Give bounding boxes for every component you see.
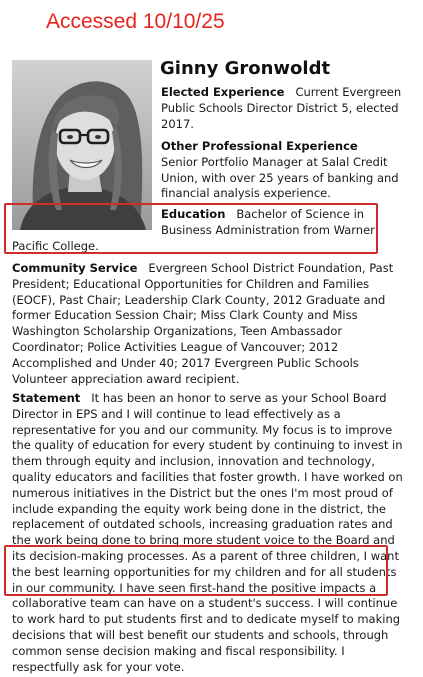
statement-line: collaborative team can have on a student's success. I will continue (12, 596, 398, 611)
statement-line: the work being done to bring more student voice to the Board and (12, 533, 395, 548)
education-text: Bachelor of Science in Business Administration from Warner (161, 207, 375, 237)
education-label: Education (161, 207, 226, 221)
statement-line: the quality of education for every student by continuing to invest in (12, 438, 403, 453)
statement-line: Statement It has been an honor to serve as your School Board (12, 391, 387, 405)
statement-highlight-box (4, 545, 388, 596)
statement-line: numerous initiatives in the District but the ones I'm most proud of (12, 485, 393, 500)
statement-line: replacement of outdated schools, increasing graduation rates and (12, 517, 393, 532)
statement-line: representative for you and our community. My focus is to improve (12, 422, 393, 437)
statement-line: to work hard to put students first and to dedicate myself to making (12, 612, 401, 627)
statement-line: the best learning opportunities for my children and for all students (12, 564, 397, 579)
other-experience-text: Senior Portfolio Manager at Salal Credit Union, with over 25 years of banking and financial analysis experience. (161, 154, 399, 201)
education-highlight-box (4, 203, 378, 254)
education-continuation: Pacific College. (12, 239, 99, 253)
statement-line: include expanding the equity work being done in the district, the (12, 501, 386, 516)
community-service-label: Community Service (12, 261, 138, 275)
accessed-date-annotation: Accessed 10/10/25 (46, 10, 225, 33)
statement-line: respectfully ask for your vote. (12, 659, 185, 674)
other-experience-label: Other Professional Experience (161, 139, 358, 153)
statement (12, 391, 414, 675)
other-professional-experience (161, 139, 411, 202)
statement-label: Statement (12, 391, 81, 405)
statement-line: them through equity and inclusion, innovation and technology, (12, 454, 375, 469)
statement-line: its decision-making processes. As a parent of three children, I want (12, 548, 399, 563)
statement-line: quality educators and facilities that foster growth. I have worked on (12, 469, 403, 484)
statement-line: Director in EPS and I will continue to lead effectively as a (12, 406, 341, 421)
community-service (12, 261, 414, 387)
statement-line: in our community. I have seen first-hand the positive impacts a (12, 580, 377, 595)
statement-line: common sense decision making and fiscal responsibility. I (12, 643, 345, 658)
elected-experience-text: Current Evergreen Public Schools Director District 5, elected 2017. (161, 85, 402, 131)
elected-experience-label: Elected Experience (161, 85, 285, 99)
statement-line: decisions that will best benefit our students and schools, through (12, 627, 389, 642)
community-service-text: Evergreen School District Foundation, Past President; Educational Opportunities for Children and Families (EOCF), Past Chair; Leadership Clark County, 2012 Graduate and former Education Session Chair; Miss Clark County and Miss Washington Scholarship Organizations, Teen Ambassador Coordinator; Police Activities League of Vancouver; 2012 Accomplished and Under 40; 2017 Evergreen Public Schools Volunteer appreciation award recipient. (12, 261, 394, 386)
candidate-name: Ginny Gronwoldt (160, 58, 331, 79)
elected-experience (161, 85, 411, 132)
